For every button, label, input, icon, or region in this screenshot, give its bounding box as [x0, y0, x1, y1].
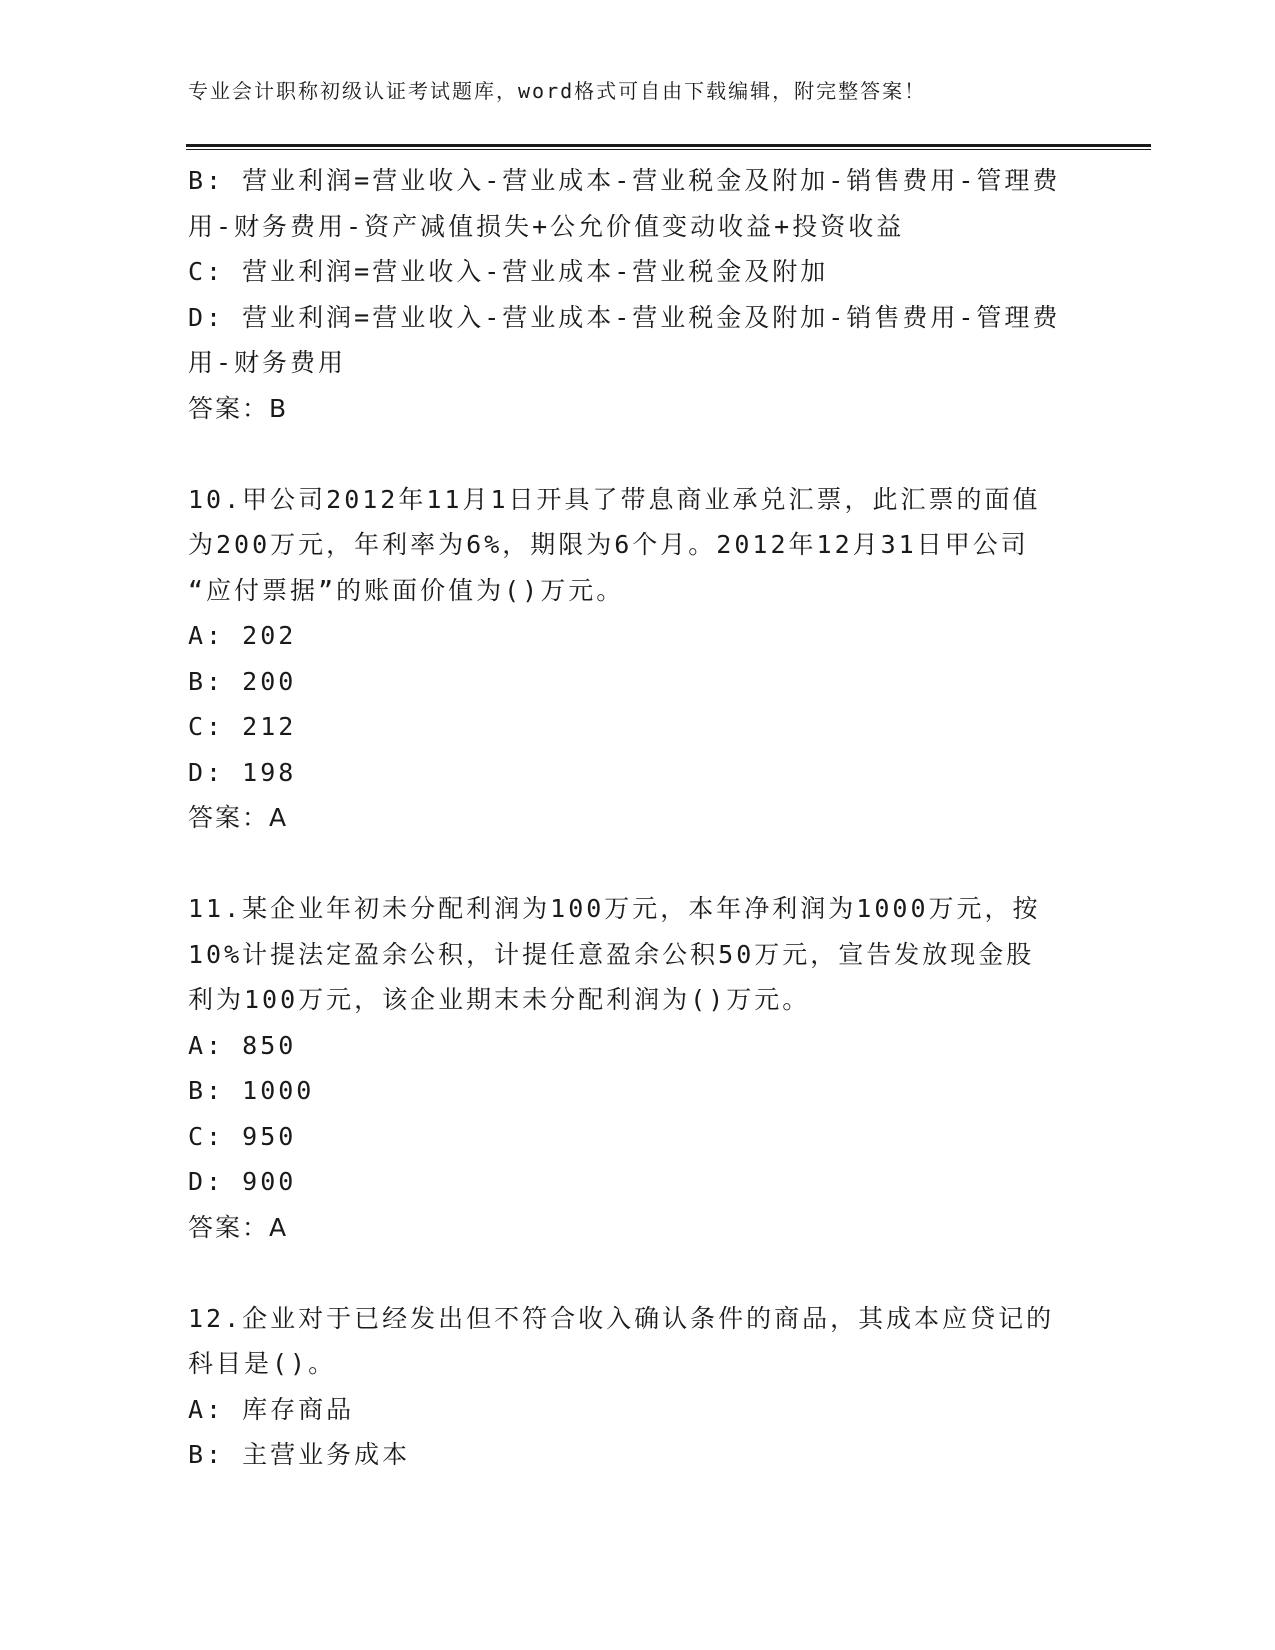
q11-option-c: C: 950 [188, 1121, 297, 1151]
q9-option-d-line2: 用-财务费用 [188, 348, 347, 377]
question-content [188, 158, 1088, 1478]
q10-option-b: B: 200 [188, 666, 297, 696]
header-rule-thick [186, 144, 1151, 147]
q11-stem-line3: 利为100万元，该企业期末未分配利润为()万元。 [188, 985, 811, 1014]
q11-option-a: A: 850 [188, 1030, 297, 1060]
q12-option-a: A: 库存商品 [188, 1394, 355, 1424]
spacer [188, 841, 1088, 887]
q10-stem-line1: 10.甲公司2012年11月1日开具了带息商业承兑汇票，此汇票的面值 [188, 484, 1041, 514]
spacer [188, 431, 1088, 477]
q12-option-b: B: 主营业务成本 [188, 1440, 411, 1469]
q10-answer: 答案：A [188, 803, 289, 832]
q9-option-c: C: 营业利润=营业收入-营业成本-营业税金及附加 [188, 257, 829, 286]
header-rule-thin [186, 149, 1151, 150]
q11-option-b: B: 1000 [188, 1076, 315, 1105]
q10-option-d: D: 198 [188, 757, 297, 787]
q10-stem-line2: 为200万元，年利率为6%，期限为6个月。2012年12月31日甲公司 [188, 530, 1029, 559]
q11-option-d: D: 900 [188, 1167, 297, 1196]
q11-stem-line1: 11.某企业年初未分配利润为100万元，本年净利润为1000万元，按 [188, 894, 1041, 923]
q11-answer: 答案：A [188, 1212, 289, 1242]
q10-option-a: A: 202 [188, 621, 297, 650]
q10-stem-line3: “应付票据”的账面价值为()万元。 [188, 575, 625, 605]
q9-option-d-line1: D: 营业利润=营业收入-营业成本-营业税金及附加-销售费用-管理费 [188, 302, 1061, 332]
q9-option-b-line2: 用-财务费用-资产减值损失+公允价值变动收益+投资收益 [188, 211, 905, 241]
q9-answer: 答案：B [188, 393, 289, 423]
q12-stem-line1: 12.企业对于已经发出但不符合收入确认条件的商品，其成本应贷记的 [188, 1303, 1055, 1333]
q11-stem-line2: 10%计提法定盈余公积，计提任意盈余公积50万元，宣告发放现金股 [188, 939, 1035, 969]
q10-option-c: C: 212 [188, 712, 297, 741]
page-header: 专业会计职称初级认证考试题库，word格式可自由下载编辑，附完整答案！ [188, 79, 927, 103]
q12-stem-line2: 科目是()。 [188, 1349, 337, 1378]
spacer [188, 1250, 1088, 1296]
q9-option-b-line1: B: 营业利润=营业收入-营业成本-营业税金及附加-销售费用-管理费 [188, 166, 1061, 195]
